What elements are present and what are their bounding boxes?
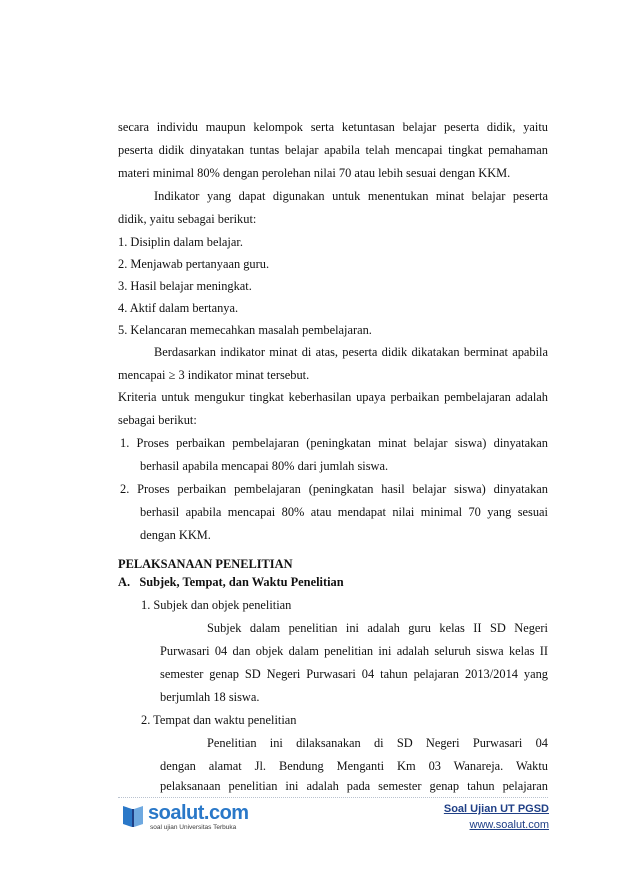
paragraph-line: Purwasari 04 dan objek dalam penelitian ini adalah seluruh siswa kelas II [160, 644, 548, 658]
paragraph-line: dengan alamat Jl. Bendung Menganti Km 03 Wanareja. Waktu [160, 759, 548, 773]
paragraph-line: Berdasarkan indikator minat di atas, peserta didik dikatakan berminat apabila [154, 345, 548, 359]
logo-tagline: soal ujian Universitas Terbuka [150, 824, 237, 831]
list-item: 4. Aktif dalam bertanya. [118, 301, 239, 315]
list-item: 1. Proses perbaikan pembelajaran (peningkatan minat belajar siswa) dinyatakan [120, 436, 548, 450]
paragraph-line: pelaksanaan penelitian ini adalah pada semester genap tahun pelajaran [160, 779, 548, 793]
paragraph-line: Indikator yang dapat digunakan untuk menentukan minat belajar peserta [154, 189, 548, 203]
book-icon [120, 802, 146, 830]
footer-link[interactable]: www.soalut.com [469, 819, 549, 831]
paragraph-line: materi minimal 80% dengan perolehan nilai 70 atau lebih sesuai dengan KKM. [118, 166, 511, 180]
list-item: 2. Proses perbaikan pembelajaran (peningkatan hasil belajar siswa) dinyatakan [120, 482, 548, 496]
list-item: berhasil apabila mencapai 80% atau mendapat nilai minimal 70 yang sesuai [140, 505, 548, 519]
footer-title: Soal Ujian UT PGSD [443, 803, 549, 815]
footer-divider [118, 797, 548, 798]
paragraph-line: mencapai ≥ 3 indikator minat tersebut. [118, 368, 310, 382]
list-item: berhasil apabila mencapai 80% dari jumlah siswa. [140, 459, 389, 473]
list-item: 2. Tempat dan waktu penelitian [141, 713, 297, 727]
paragraph-line: secara individu maupun kelompok serta ketuntasan belajar peserta didik, yaitu [118, 120, 548, 134]
list-item: dengan KKM. [140, 528, 211, 542]
paragraph-line: semester genap SD Negeri Purwasari 04 tahun pelajaran 2013/2014 yang [160, 667, 548, 681]
paragraph-line: sebagai berikut: [118, 413, 197, 427]
list-item: 5. Kelancaran memecahkan masalah pembelajaran. [118, 323, 372, 337]
list-item: 1. Subjek dan objek penelitian [141, 598, 292, 612]
paragraph-line: Kriteria untuk mengukur tingkat keberhasilan upaya perbaikan pembelajaran adalah [118, 390, 548, 404]
paragraph-line: Penelitian ini dilaksanakan di SD Negeri Purwasari 04 [207, 736, 548, 750]
paragraph-line: berjumlah 18 siswa. [160, 690, 260, 704]
list-item: 2. Menjawab pertanyaan guru. [118, 257, 270, 271]
list-item: 1. Disiplin dalam belajar. [118, 235, 243, 249]
section-heading: PELAKSANAAN PENELITIAN [118, 557, 293, 571]
paragraph-line: Subjek dalam penelitian ini adalah guru kelas II SD Negeri [207, 621, 548, 635]
paragraph-line: peserta didik dinyatakan tuntas belajar apabila telah mencapai tingkat pemahaman [118, 143, 548, 157]
list-item: 3. Hasil belajar meningkat. [118, 279, 252, 293]
site-logo[interactable] [120, 800, 270, 836]
paragraph-line: didik, yaitu sebagai berikut: [118, 212, 257, 226]
subsection-heading: A. Subjek, Tempat, dan Waktu Penelitian [118, 575, 344, 589]
logo-text: soalut.com [148, 802, 249, 824]
